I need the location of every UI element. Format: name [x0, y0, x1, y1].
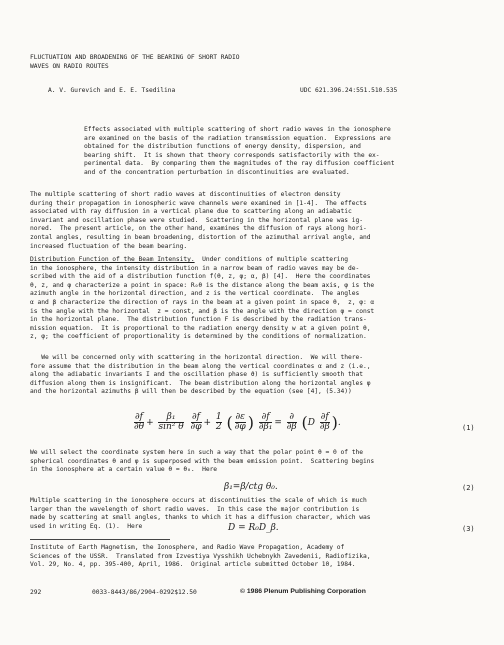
publisher-line: © 1986 Plenum Publishing Corporation: [240, 588, 366, 595]
abstract: Effects associated with multiple scattering of short radio waves in the ionosphere are examined on the basis of the radiation transmission equation. Expressions are obtained for the distribution functions of energy density, dispersion, and bearing shift. It is shown that theory corresponds satisfactorily with the ex- perimental data. By comparing them the magnitudes of the ray diffusion coefficient and of the concentration perturbation in discontinuities are evaluated.: [84, 126, 395, 176]
equation-2-number: (2): [462, 484, 475, 492]
article-code: 0033-8443/86/2904-0292$12.50: [92, 589, 197, 596]
paragraph-horizontal: We will be concerned only with scattering in the horizontal direction. We will there- fore assume that the distribution in the beam along the vertical coordinates α and z (i.e., along the adiabatic invariants I and the oscillation phase ϑ) is sufficiently smooth that diffusion along them is insignificant. The beam distribution along the horizontal angles φ and the horizontal azimuths β will then be described by the equation (see [4], (5.34)): [30, 354, 371, 396]
paragraph-coordinates: We will select the coordinate system here in such a way that the polar point θ = 0 of the spherical coordinates θ and φ is superposed with the beam emission point. Scattering begins in the ionosphere at a certain value θ = θ₀. Here: [30, 449, 375, 474]
equation-3: D = R₀D_β.: [228, 523, 279, 533]
paragraph-distribution: [30, 256, 374, 342]
authors: A. V. Gurevich and E. E. Tsedilina: [48, 87, 176, 94]
equation-1: $\frac{\partial f}{\partial\theta}$ + $\frac{\text{β₁}}{\text{sin² θ}}$ $\frac{\partial f}{\partial\varphi}$ + $\frac{1}{2}$ ( $\frac{\partial\varepsilon}{\partial\varphi}$ ) $\frac{\partial f}{\text{∂β₁}}$ = $\frac{\partial}{\partial\beta}$ (D $\frac{\partial f}{\partial\beta}$ ).: [134, 412, 341, 432]
equation-3-number: (3): [462, 525, 475, 533]
paragraph-intro: The multiple scattering of short radio waves at discontinuities of electron density during their propagation in ionospheric wave channels were examined in [1-4]. The effects associated with ray diffusion in a vertical plane due to scattering along an adiabatic invariant and oscillation phase were studied. Scattering in the horizontal plane was ig- nored. The present article, on the other hand, examines the diffusion of rays along hori- zontal angles, resulting in beam broadening, distortion of the azimuthal arrival angle, and increased fluctuation of the beam bearing.: [30, 191, 371, 250]
footnote-divider: [30, 539, 170, 540]
page-number: 292: [30, 589, 42, 596]
udc-code: UDC 621.396.24:551.510.535: [300, 87, 398, 94]
paragraph-scattering: Multiple scattering in the ionosphere occurs at discontinuities the scale of which is much larger than the wavelength of short radio waves. In this case the major contribution is made by scattering at small angles, thanks to which it has a diffusion character, which was used in writing Eq. (1). Here: [30, 497, 371, 530]
equation-1-number: (1): [462, 424, 475, 432]
paragraph-distribution-text: Under conditions of multiple scattering in the ionosphere, the intensity distribution in a narrow beam of radio waves may be de- scribed with the aid of a distribution function f(θ, z, φ; α, β) [4]. Here the coordinates θ, z, and φ characterize a point in space: R₀θ is the distance along the beam axis, φ is the azimuth angle in the horizontal direction, and z is the vertical coordinate. The angles α and β characterize the direction of rays in the beam at a given point in space θ, z, φ: α is the angle with the horizontal z = const, and β is the angle with the direction φ = const in the horizontal plane. The distribution function F is described by the radiation trans- mission equation. It is proportional to the radiation energy density w at a given point θ, z, φ; the coefficient of proportionality is determined by the conditions of normalization.: [30, 256, 375, 341]
section-heading: Distribution Function of the Beam Intensity.: [30, 256, 195, 263]
article-title: FLUCTUATION AND BROADENING OF THE BEARING OF SHORT RADIO WAVES ON RADIO ROUTES: [30, 54, 240, 70]
footnote: Institute of Earth Magnetism, the Ionosphere, and Radio Wave Propagation, Academy of Sciences of the USSR. Translated from Izvestiya Vysshikh Uchebnykh Zavedenii, Radiofizika, Vol. 29, No. 4, pp. 395-400, April, 1986. Original article submitted October 10, 1984.: [30, 544, 371, 569]
equation-2: β₁=β/ctg θ₀.: [224, 482, 278, 492]
